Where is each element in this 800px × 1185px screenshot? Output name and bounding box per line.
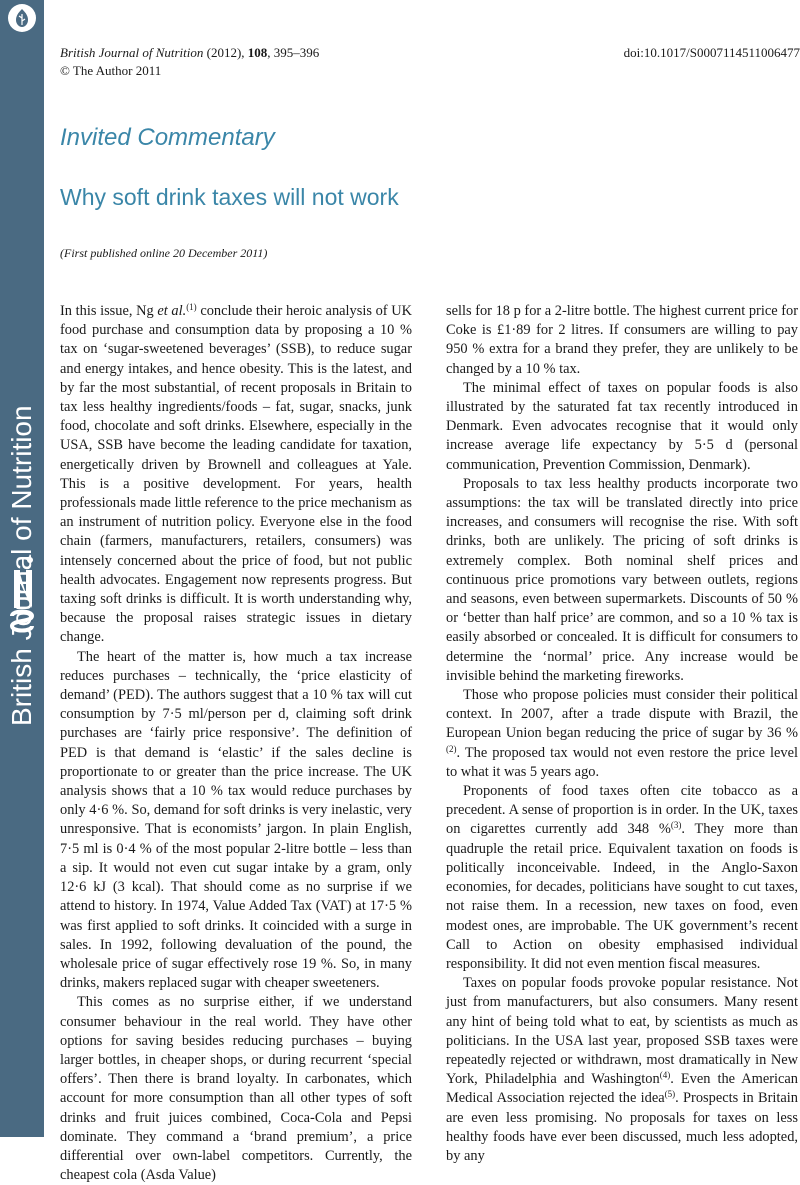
running-head <box>60 44 800 80</box>
journal-name: British Journal of Nutrition <box>60 45 204 60</box>
paragraph-3-continued: sells for 18 p for a 2-litre bottle. The highest current price for Coke is £1·89 for 2 litres. If consumers are willing to pay 950 % extra for a brand they prefer, they are unlikely to be changed by a 10 % tax. <box>446 303 798 377</box>
copyright-line: © The Author 2011 <box>60 63 162 78</box>
paragraph-8: Taxes on popular foods provoke popular resistance. Not just from manufacturers, but also consumers. Many resent any hint of being told what to eat, by scientists as much as politicians. In the USA last year, proposed SSB taxes were repeatedly rejected or withdrawn, most dramatically in New York, Philadelphia and Washington$^{(4)}$. Even the American Medical Association rejected the idea$^{(5)}$. Prospects in Britain are even less promising. No proposals for taxes on less healthy foods have ever been discussed, much less adopted, by any <box>446 975 799 1164</box>
citation-ref[interactable]: (2) <box>446 743 457 754</box>
sidebar-journal-title: British Journal of Nutrition <box>6 405 37 726</box>
citation-ref[interactable]: (1) <box>186 302 197 312</box>
citation-ref[interactable]: (5) <box>664 1089 676 1100</box>
citation-pages: , 395–396 <box>267 45 320 60</box>
citation-ref[interactable]: (4) <box>659 1070 671 1081</box>
paragraph-7: Proponents of food taxes often cite tobacco as a precedent. A sense of proportion is in order. In the UK, taxes on cigarettes currently add 348 %$^{(3)}$. They more than quadruple the retail price. Equivalent taxation on foods is politically inconceivable. Indeed, in the Anglo-Saxon economies, for decades, politicians have sought to cut taxes, not raise them. In a recession, new taxes on food, even modest ones, are improbable. The UK government’s recent Call to Action on obesity emphasised individual responsibility. It did not even mention fiscal measures. <box>446 783 799 972</box>
publication-note: (First published online 20 December 2011) <box>60 246 268 260</box>
journal-logo-icon <box>8 4 36 32</box>
section-label: Invited Commentary <box>60 124 275 151</box>
paragraph-5: Proposals to tax less healthy products incorporate two assumptions: the tax will be translated directly into price increases, and consumers will recognise the rise. With soft drinks, both are unlikely. The pricing of soft drinks is extremely complex. Both nominal shelf prices and continuous price promotions vary between outlets, regions and seasons, even between supermarkets. Discounts of 50 % or ‘better than half price’ are common, and so a 10 % tax is easily absorbed or concealed. It is difficult for consumers to determine the ‘normal’ price. Any increase would be invisible behind the marketing fireworks. <box>446 475 798 684</box>
citation-volume: 108 <box>247 45 268 60</box>
paragraph-6: Those who propose policies must consider their political context. In 2007, after a trade dispute with Brazil, the European Union began reducing the price of sugar by 36 %$^{(2)}$. The proposed tax would not even restore the price level to what it was 5 years ago. <box>446 687 798 780</box>
article-title: Why soft drink taxes will not work <box>60 184 399 210</box>
citation-year: (2012), <box>206 45 245 60</box>
right-column <box>446 302 798 1166</box>
citation-ref[interactable]: (3) <box>670 820 682 831</box>
paragraph-3: This comes as no surprise either, if we understand consumer behaviour in the real world. They have other options for saving besides reducing purchases – buying larger bottles, in cheaper shops, or during recurrent ‘special offers’. Then there is brand loyalty. In carbonates, which account for more consumption than all other types of soft drinks and fruit juices combined, Coca-Cola and Pepsi dominate. They command a ‘brand premium’, a price differential over own-label competitors. Currently, the cheapest cola (Asda Value) <box>60 994 412 1184</box>
paragraph-1: In this issue, Ng et al.$^{(1)}$ conclude their heroic analysis of UK food purchase and consumption data by proposing a 10 % tax on ‘sugar-sweetened beverages’ (SSB), to reduce sugar and energy intakes, and hence obesity. This is the latest, and by far the most substantial, of recent proposals in Britain to tax less healthy ingredients/foods – fat, sugar, snacks, junk food, chocolate and soft drinks. Elsewhere, especially in the USA, SSB have become the leading candidate for taxation, energetically driven by Brownell and colleagues at Yale. This is a positive development. For years, health professionals made little reference to the price mechanism as an instrument of nutrition policy. Everyone else in the food chain (farmers, manufacturers, retailers, consumers) was intensely concerned about the price of food, but not public health advocates. Engagement now represents progress. But taxing soft drinks is difficult. It is worth understanding why, because the proposal raises strategic issues in dietary change. <box>60 302 412 646</box>
doi-link[interactable]: doi:10.1017/S0007114511006477 <box>623 45 800 60</box>
journal-sidebar <box>0 0 44 1137</box>
left-column <box>60 302 412 1185</box>
paragraph-2: The heart of the matter is, how much a tax increase reduces purchases – technically, the ‘price elasticity of demand’ (PED). The authors suggest that a 10 % tax will cut consumption by 7·5 ml/person per d, claiming soft drink purchases are ‘fairly price responsive’. The definition of PED is that demand is ‘elastic’ if the sales decline is proportionate to or greater than the price increase. The UK analysis shows that a 10 % tax would reduce purchases by only 4·6 %. So, demand for soft drinks is very inelastic, very unresponsive. That is economists’ jargon. In plain English, 7·5 ml is 0·4 % of the most popular 2-litre bottle – less than a sip. It would not even cut sugar intake by a gram, only 12·6 kJ (3 kcal). That should come as no surprise if we attend to history. In 1974, Value Added Tax (VAT) at 17·5 % was first applied to soft drinks. It coincided with a surge in sales. In 1992, following devaluation of the pound, the wholesale price of sugar effectively rose 19 %. So, in many drinks, makers replaced sugar with cheaper sweeteners. <box>60 648 412 992</box>
paragraph-4: The minimal effect of taxes on popular foods is also illustrated by the saturated fat tax recently introduced in Denmark. Even advocates recognise that it would only increase average life expectancy by 5·5 d (personal communication, Prevention Commission, Denmark). <box>446 379 798 473</box>
